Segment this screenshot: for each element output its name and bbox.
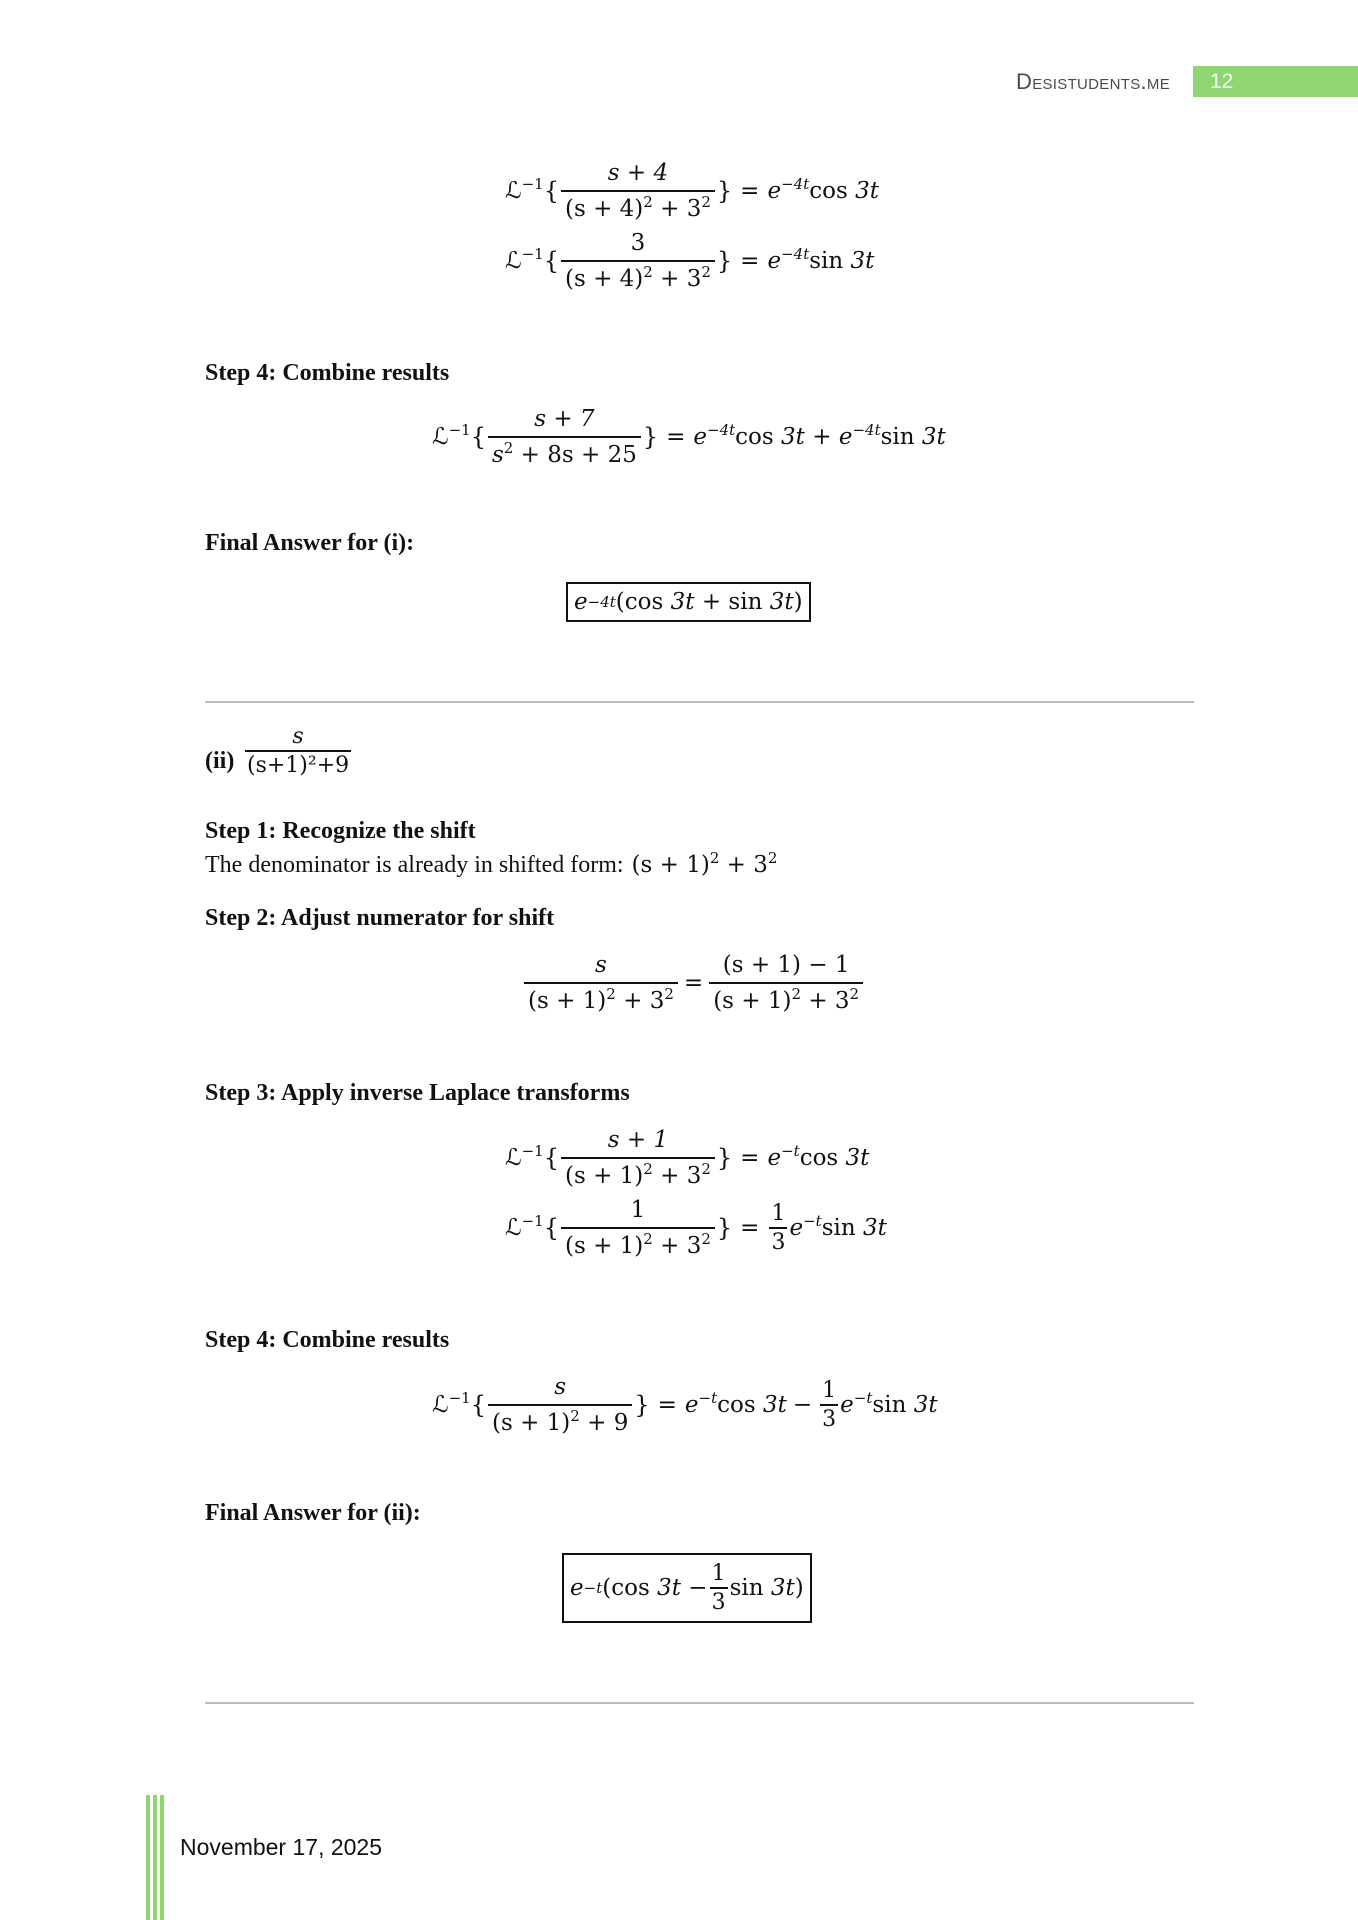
- final-answer-heading-i: Final Answer for (i):: [205, 530, 415, 556]
- result: $e^{-t}\cos$ 3t: [767, 1142, 870, 1171]
- step1-math: $(s + 1)^2 + 3^2$: [631, 849, 778, 878]
- fraction: [488, 404, 641, 470]
- final-answer-heading-ii: Final Answer for (ii):: [205, 1500, 421, 1526]
- part-ii-problem: [243, 724, 353, 779]
- laplace-operator: ℒ$^{-1}$: [432, 421, 471, 450]
- numerator: s + 7: [534, 406, 595, 432]
- equation-ii-step4: ℒ$^{-1}$ { $\frac{s}{(s + 1)^2 + 9}$ } = $e^{-t}\cos$ 3t − $\frac{1}{3}$ $e^{-t}\sin$ 3t: [432, 1374, 938, 1436]
- result-part1: $e^{-t}\cos$ 3t: [684, 1389, 787, 1418]
- fraction-one-third: $\frac{1}{3}$: [711, 1560, 726, 1615]
- fraction: [561, 1195, 715, 1261]
- page-number: 12: [1210, 70, 1234, 93]
- equation-ii-step3-sin: ℒ$^{-1}$ { $\frac{1}{(s + 1)^2 + 3^2}$ } = $\frac{1}{3}$ $e^{-t}\sin$ 3t: [505, 1197, 887, 1259]
- footer-stripe: [160, 1795, 164, 1920]
- result-part2: $e^{-t}\sin$ 3t: [840, 1389, 938, 1418]
- fraction: [561, 1125, 715, 1191]
- result: $e^{-4t}\cos$ 3t: [767, 175, 879, 204]
- fraction-one-third: $\frac{1}{3}$: [822, 1377, 837, 1432]
- numerator: s: [595, 952, 607, 978]
- footer-stripe: [153, 1795, 157, 1920]
- result: $e^{-4t}\sin$ 3t: [767, 245, 875, 274]
- denominator: $(s + 4)^2 + 3^2$: [561, 190, 715, 224]
- part-ii-label: (ii): [205, 748, 235, 774]
- step4-heading-ii: Step 4: Combine results: [205, 1327, 450, 1353]
- numerator: s + 4: [607, 160, 669, 186]
- denominator: $s^2 + 8s + 25$: [488, 436, 641, 470]
- laplace-operator: ℒ$^{-1}$: [505, 175, 544, 204]
- step1-text: The denominator is already in shifted form: $(s + 1)^2 + 3^2$: [205, 849, 778, 878]
- numerator: 3: [630, 230, 646, 256]
- numerator: (s + 1) − 1: [722, 952, 850, 978]
- step1-heading-ii: Step 1: Recognize the shift: [205, 818, 476, 844]
- laplace-operator: ℒ$^{-1}$: [505, 1142, 544, 1171]
- fraction-one-third: $\frac{1}{3}$: [771, 1200, 786, 1255]
- final-answer-box-i: e −4t ( cos 3t + sin 3t ): [566, 582, 811, 622]
- numerator: s + 1: [607, 1127, 669, 1153]
- step3-heading-ii: Step 3: Apply inverse Laplace transforms: [205, 1080, 630, 1106]
- denominator: $(s + 1)^2 + 3^2$: [709, 982, 863, 1016]
- numerator: s: [554, 1374, 567, 1400]
- laplace-operator: ℒ$^{-1}$: [505, 245, 544, 274]
- equation-i-step4: ℒ$^{-1}$ { $\frac{s + 7}{s^2 + 8s + 25}$ } = $e^{-4t}\cos$ $3t + e^{-4t}\sin$ 3t: [432, 406, 946, 468]
- equation-i-step3-sin: ℒ$^{-1}$ { $\frac{3}{(s + 4)^2 + 3^2}$ } = $e^{-4t}\sin$ 3t: [505, 230, 875, 292]
- numerator: s: [292, 724, 304, 749]
- equation-ii-step3-cos: ℒ$^{-1}$ { $\frac{s + 1}{(s + 1)^2 + 3^2}$ } = $e^{-t}\cos$ 3t: [505, 1127, 870, 1189]
- fraction: [561, 228, 715, 294]
- footer-date: November 17, 2025: [180, 1834, 383, 1860]
- denominator: $(s + 1)^2 + 3^2$: [524, 982, 678, 1016]
- denominator: $(s + 1)^2 + 9$: [488, 1404, 632, 1438]
- denominator: $(s + 1)^2 + 3^2$: [561, 1157, 715, 1191]
- section-divider: [205, 1702, 1194, 1704]
- fraction: [488, 1372, 632, 1438]
- denominator: (s+1)²+9: [245, 750, 351, 779]
- footer-stripe: [146, 1795, 150, 1920]
- result: $e^{-4t}\cos$ $3t + e^{-4t}\sin$ 3t: [693, 421, 946, 450]
- result: $e^{-t}\sin$ 3t: [789, 1212, 887, 1241]
- equation-i-step3-cos: ℒ$^{-1}$ { $\frac{s + 4}{(s + 4)^2 + 3^2}$ } = $e^{-4t}\cos$ 3t: [505, 160, 879, 222]
- step4-heading-i: Step 4: Combine results: [205, 360, 450, 386]
- fraction-lhs: [524, 950, 678, 1016]
- fraction-rhs: [709, 950, 863, 1016]
- denominator: $(s + 1)^2 + 3^2$: [561, 1227, 715, 1261]
- final-answer-box-ii: e −t ( cos 3t − $\frac{1}{3}$ sin 3t ): [562, 1553, 812, 1623]
- denominator: $(s + 4)^2 + 3^2$: [561, 260, 715, 294]
- laplace-operator: ℒ$^{-1}$: [505, 1212, 544, 1241]
- step2-heading-ii: Step 2: Adjust numerator for shift: [205, 905, 555, 931]
- numerator: 1: [630, 1197, 646, 1223]
- equation-ii-step2: $\frac{s}{(s + 1)^2 + 3^2}$ = $\frac{(s + 1) - 1}{(s + 1)^2 + 3^2}$: [522, 950, 865, 1016]
- fraction: [245, 724, 351, 779]
- section-divider: [205, 701, 1194, 703]
- header-site-name: Desistudents.me: [1016, 69, 1171, 94]
- fraction: [561, 158, 715, 224]
- laplace-operator: ℒ$^{-1}$: [432, 1389, 471, 1418]
